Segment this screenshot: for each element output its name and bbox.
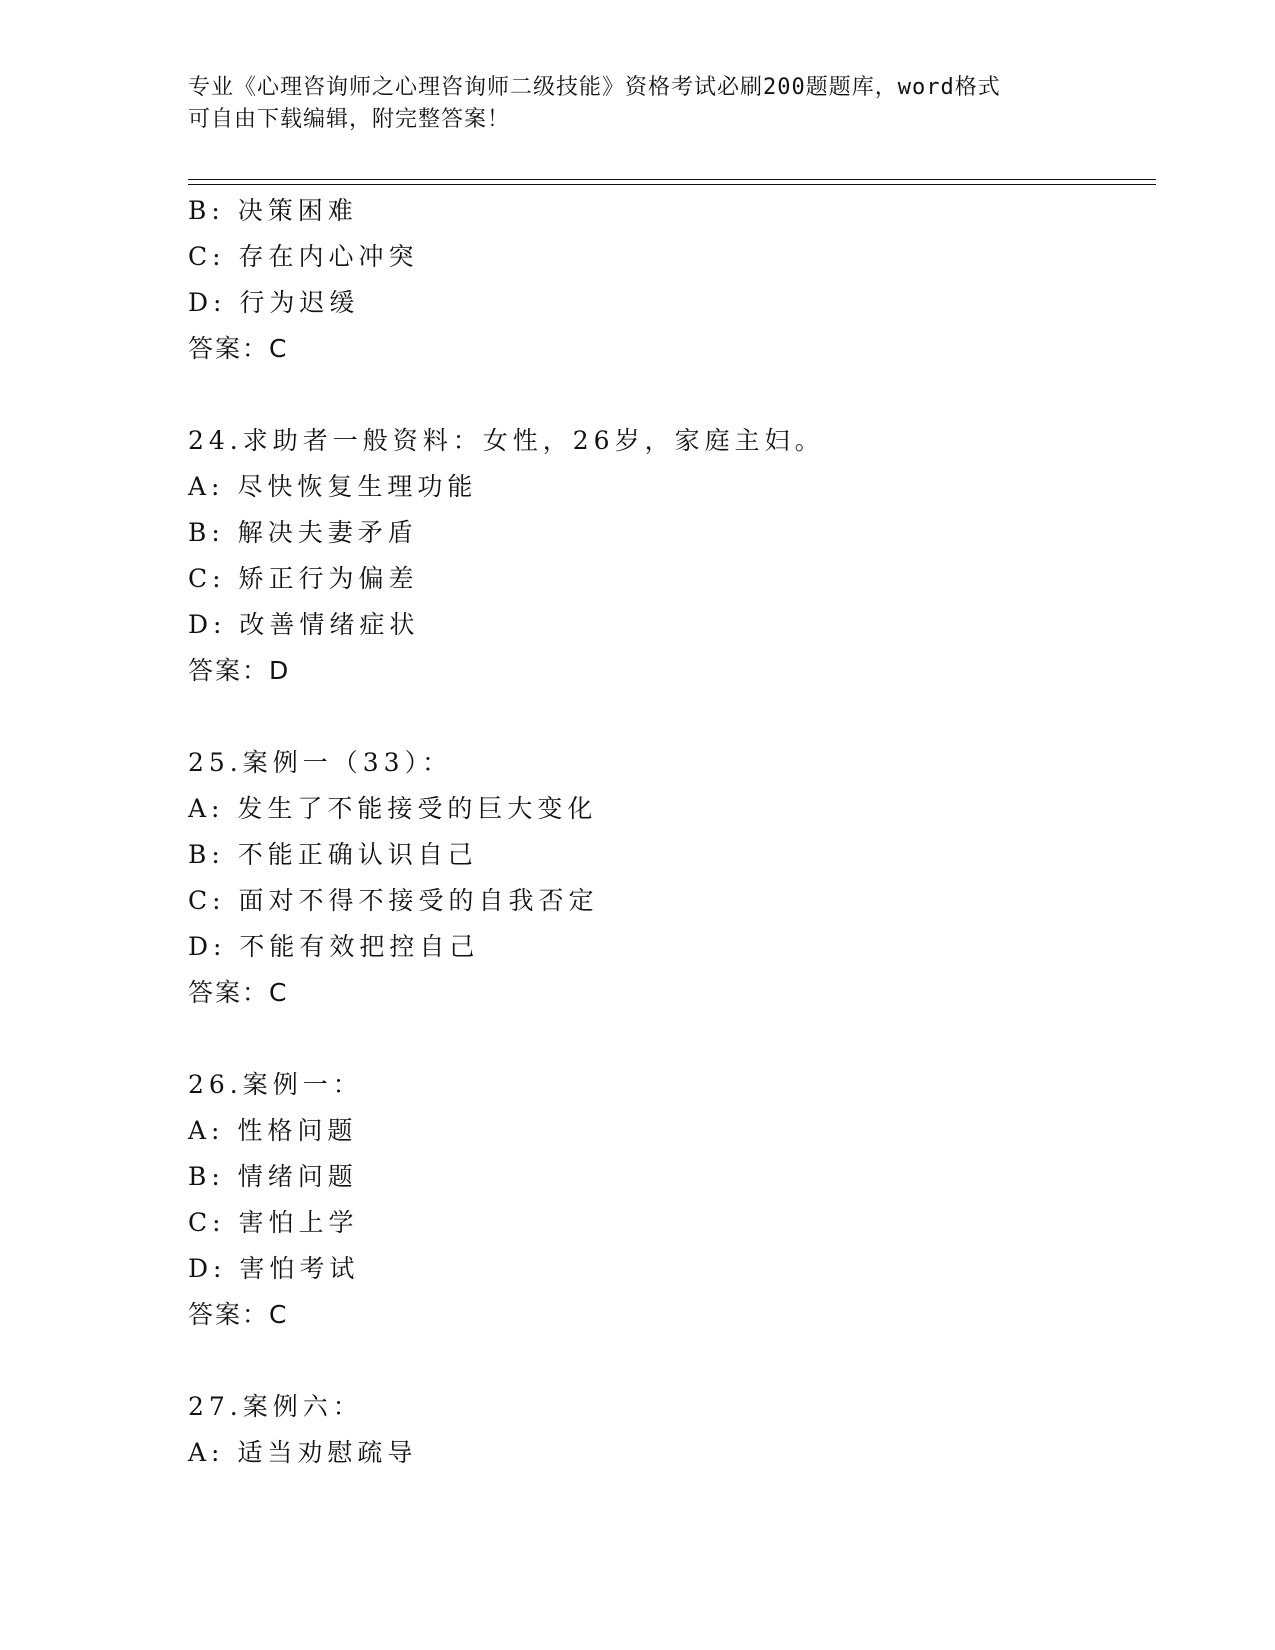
option-b: B: 情绪问题 <box>188 1162 358 1191</box>
option-b: B: 决策困难 <box>188 196 358 225</box>
document-header <box>188 72 1088 136</box>
answer-line: 答案：C <box>188 978 289 1007</box>
option-d: D: 不能有效把控自己 <box>188 932 480 961</box>
option-d: D: 行为迟缓 <box>188 288 360 317</box>
question-stem: 27.案例六： <box>188 1392 363 1421</box>
header-divider-top <box>188 179 1156 180</box>
question-25 <box>188 740 1148 1016</box>
question-stem: 24.求助者一般资料：女性，26岁，家庭主妇。 <box>188 426 825 455</box>
spacer <box>188 1338 1148 1384</box>
option-a: A: 发生了不能接受的巨大变化 <box>188 794 598 823</box>
option-d: D: 害怕考试 <box>188 1254 360 1283</box>
option-c: C: 存在内心冲突 <box>188 242 419 271</box>
answer-line: 答案：C <box>188 1300 289 1329</box>
option-b: B: 不能正确认识自己 <box>188 840 478 869</box>
option-c: C: 害怕上学 <box>188 1208 359 1237</box>
option-a: A: 性格问题 <box>188 1116 358 1145</box>
option-a: A: 尽快恢复生理功能 <box>188 472 478 501</box>
option-b: B: 解决夫妻矛盾 <box>188 518 418 547</box>
option-a: A: 适当劝慰疏导 <box>188 1438 418 1467</box>
option-c: C: 面对不得不接受的自我否定 <box>188 886 599 915</box>
option-d: D: 改善情绪症状 <box>188 610 420 639</box>
header-divider-bottom <box>188 184 1156 185</box>
question-stem: 26.案例一： <box>188 1070 363 1099</box>
answer-line: 答案：C <box>188 334 289 363</box>
header-line-1: 专业《心理咨询师之心理咨询师二级技能》资格考试必刷200题题库，word格式 <box>188 75 1001 100</box>
spacer <box>188 1016 1148 1062</box>
spacer <box>188 372 1148 418</box>
question-list <box>188 188 1148 1476</box>
question-23-continued <box>188 188 1148 372</box>
question-stem: 25.案例一（33）： <box>188 748 453 777</box>
spacer <box>188 694 1148 740</box>
question-26 <box>188 1062 1148 1338</box>
question-27 <box>188 1384 1148 1476</box>
question-24 <box>188 418 1148 694</box>
option-c: C: 矫正行为偏差 <box>188 564 419 593</box>
answer-line: 答案：D <box>188 656 291 685</box>
header-line-2: 可自由下载编辑，附完整答案！ <box>188 107 511 132</box>
